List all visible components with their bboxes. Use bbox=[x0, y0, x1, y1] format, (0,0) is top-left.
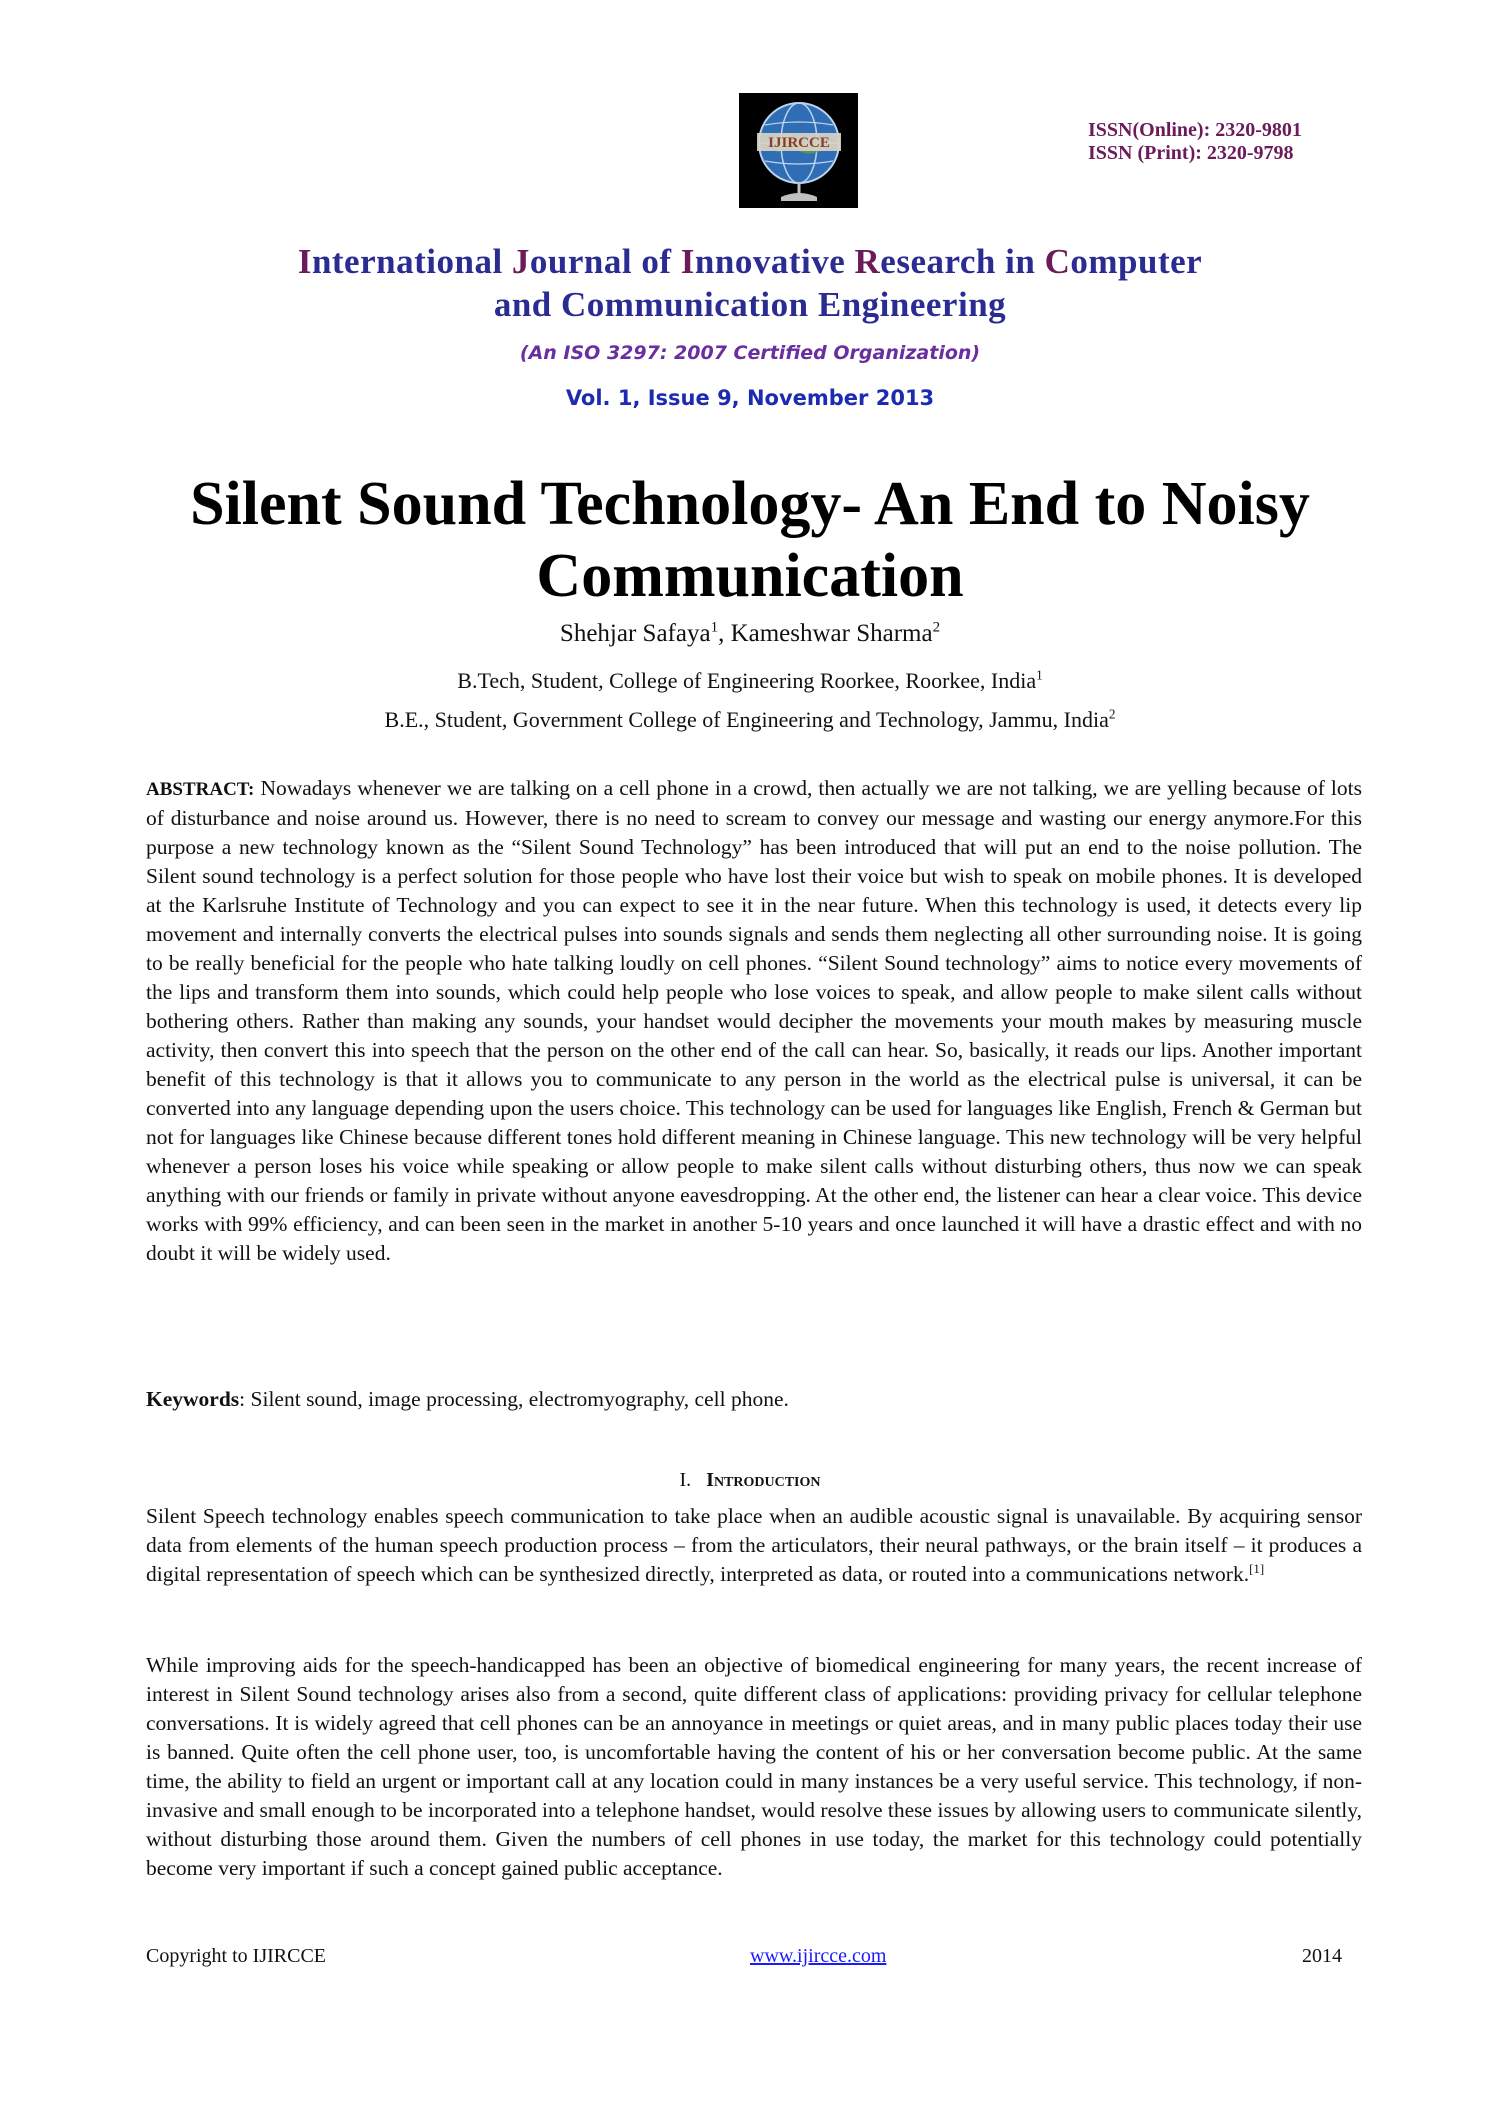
issn-online: ISSN(Online): 2320-9801 bbox=[1088, 119, 1302, 141]
journal-title-word: ournal of bbox=[529, 242, 681, 281]
journal-title-cap: I bbox=[680, 242, 695, 281]
footer-copyright: Copyright to IJIRCCE bbox=[146, 1945, 327, 1967]
affiliation-mark: 1 bbox=[1036, 667, 1043, 683]
author-affiliation-mark: 1 bbox=[710, 619, 719, 636]
journal-title-cap: R bbox=[854, 242, 881, 281]
journal-title-word: nnovative bbox=[694, 242, 855, 281]
authors bbox=[150, 620, 1350, 648]
journal-title-line2: and Communication Engineering bbox=[493, 285, 1007, 324]
affiliation-1 bbox=[150, 668, 1350, 694]
author-separator: , bbox=[718, 620, 731, 647]
journal-title bbox=[150, 240, 1350, 326]
abstract-text: Nowadays whenever we are talking on a cell phone in a crowd, then actually we are not talking, we are yelling because of lots of disturbance and noise around us. However, there is no need to scream to convey our message and wasting our energy anymore.For this purpose a new technology known as the “Silent Sound Technology” has been introduced that will put an end to the noise pollution. The Silent sound technology is a perfect solution for those people who have lost their voice but wish to speak on mobile phones. It is developed at the Karlsruhe Institute of Technology and you can expect to see it in the near future. When this technology is used, it detects every lip movement and internally converts the electrical pulses into sounds signals and sends them neglecting all other surrounding noise. It is going to be really beneficial for the people who hate talking loudly on cell phones. “Silent Sound technology” aims to notice every movements of the lips and transform them into sounds, which could help people who lose voices to speak, and allow people to make silent calls without bothering others. Rather than making any sounds, your handset would decipher the movements your mouth makes by measuring muscle activity, then convert this into speech that the person on the other end of the call can hear. So, basically, it reads our lips. Another important benefit of this technology is that it allows you to communicate to any person in the world as the electrical pulse is universal, it can be converted into any language depending upon the users choice. This technology can be used for languages like English, French & German but not for languages like Chinese because different tones hold different meaning in Chinese language. This new technology will be very helpful whenever a person loses his voice while speaking or allow people to make silent calls without disturbing others, thus now we can speak anything with our friends or family in private without anyone eavesdropping. At the other end, the listener can hear a clear voice. This device works with 99% efficiency, and can been seen in the market in another 5-10 years and once launched it will have a drastic effect and with no doubt it will be widely used. bbox=[146, 776, 1362, 1265]
iso-certification: (An ISO 3297: 2007 Certified Organization) bbox=[519, 342, 981, 364]
paper-title-line1: Silent Sound Technology- An End to Noisy bbox=[190, 470, 1310, 538]
footer-website-link[interactable]: www.ijircce.com bbox=[750, 1945, 887, 1967]
author-affiliation-mark: 2 bbox=[932, 619, 941, 636]
journal-title-word: omputer bbox=[1070, 242, 1203, 281]
journal-title-cap: J bbox=[511, 242, 530, 281]
abstract bbox=[146, 774, 1362, 1268]
journal-logo bbox=[739, 93, 858, 208]
paragraph-text: Silent Speech technology enables speech communication to take place when an audible acoustic signal is unavailable. By acquiring sensor data from elements of the human speech production process – from the articulators, their neural pathways, or the brain itself – it produces a digital representation of speech which can be synthesized directly, interpreted as data, or routed into a communications network. bbox=[146, 1504, 1362, 1586]
section-number: I. bbox=[679, 1469, 692, 1491]
issn-block bbox=[1088, 119, 1302, 165]
affiliation-text: B.Tech, Student, College of Engineering Roorkee, Roorkee, India bbox=[457, 668, 1037, 693]
volume-issue: Vol. 1, Issue 9, November 2013 bbox=[565, 386, 935, 410]
section-heading-introduction bbox=[150, 1469, 1350, 1492]
introduction-paragraph-2 bbox=[146, 1651, 1362, 1883]
paragraph-text: While improving aids for the speech-handicapped has been an objective of biomedical engineering for many years, the recent increase of interest in Silent Sound technology arises also from a second, quite different class of applications: providing privacy for cellular telephone conversations. It is widely agreed that cell phones can be an annoyance in meetings or quiet areas, and in many public places today their use is banned. Quite often the cell phone user, too, is uncomfortable having the content of his or her conversation become public. At the same time, the ability to field an urgent or important call at any location could in many instances be a very useful service. This technology, if non-invasive and small enough to be incorporated into a telephone handset, would resolve these issues by allowing users to communicate silently, without disturbing those around them. Given the numbers of cell phones in use today, the market for this technology could potentially become very important if such a concept gained public acceptance. bbox=[146, 1653, 1362, 1880]
issn-print: ISSN (Print): 2320-9798 bbox=[1088, 142, 1294, 164]
keywords-text: : Silent sound, image processing, electromyography, cell phone. bbox=[239, 1387, 789, 1411]
keywords bbox=[146, 1385, 1362, 1414]
section-title: Introduction bbox=[706, 1469, 821, 1491]
keywords-label: Keywords bbox=[146, 1387, 240, 1411]
svg-text:IJIRCCE: IJIRCCE bbox=[768, 135, 830, 151]
paper-title bbox=[120, 468, 1380, 612]
affiliation-mark: 2 bbox=[1108, 706, 1116, 722]
citation-ref: [1] bbox=[1249, 1561, 1265, 1576]
journal-title-cap: I bbox=[297, 242, 312, 281]
introduction-paragraph-1 bbox=[146, 1502, 1362, 1589]
author-name: Kameshwar Sharma bbox=[730, 620, 933, 647]
globe-logo-icon bbox=[739, 93, 858, 208]
affiliation-2 bbox=[150, 707, 1350, 733]
journal-title-cap: C bbox=[1044, 242, 1071, 281]
journal-title-line1 bbox=[150, 240, 1350, 283]
footer-page-number: 2014 bbox=[1302, 1945, 1342, 1967]
journal-title-word: nternational bbox=[311, 242, 512, 281]
journal-title-word: esearch in bbox=[880, 242, 1045, 281]
abstract-label: ABSTRACT: bbox=[146, 779, 255, 800]
paper-title-line2: Communication bbox=[536, 542, 964, 610]
affiliation-text: B.E., Student, Government College of Engineering and Technology, Jammu, India bbox=[384, 707, 1109, 732]
author-name: Shehjar Safaya bbox=[559, 620, 711, 647]
